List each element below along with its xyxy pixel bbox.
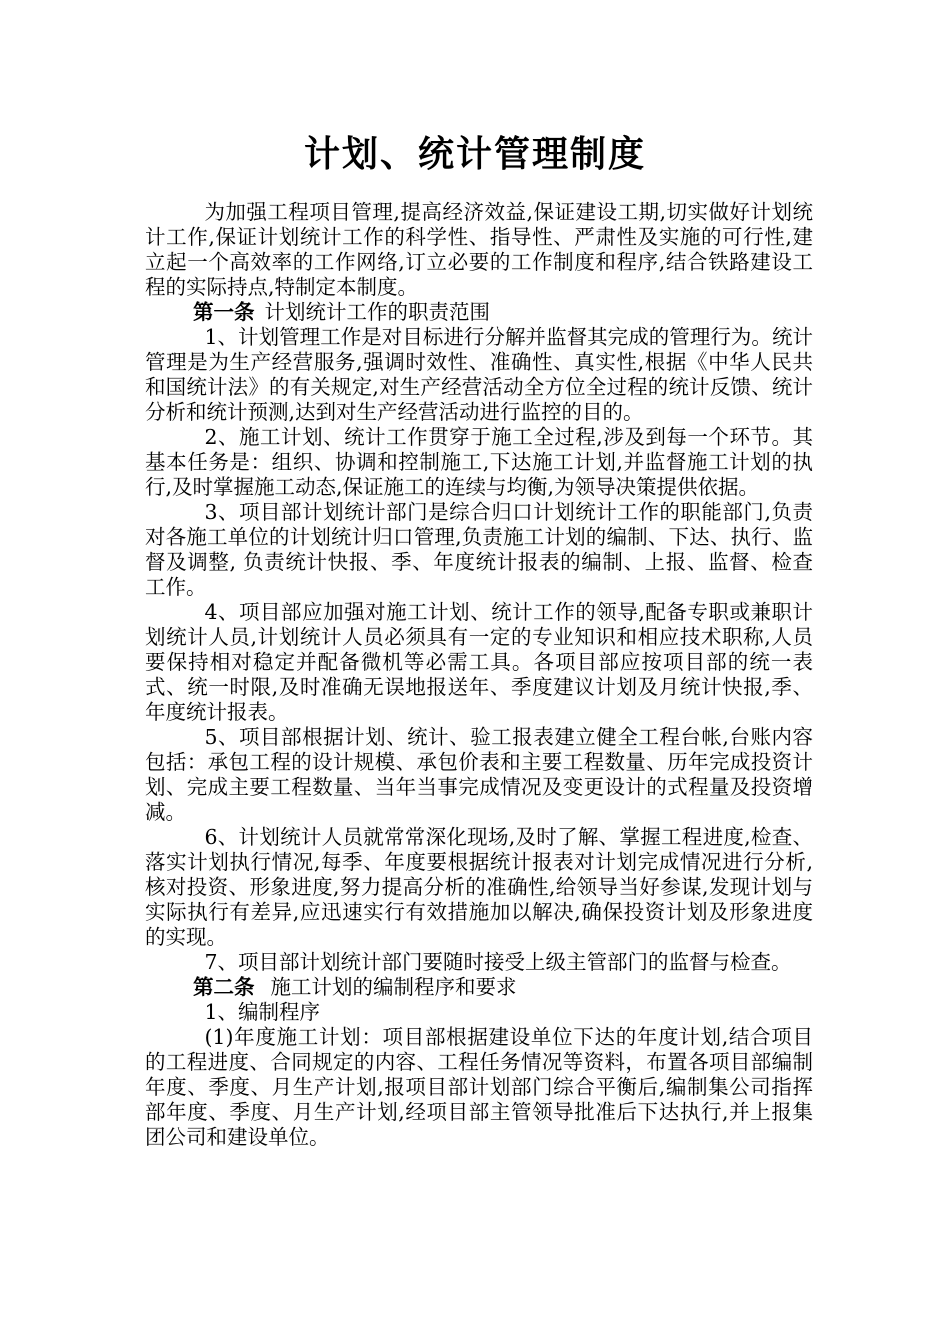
article-1-item: 3、项目部计划统计部门是综合归口计划统计工作的职能部门,负责对各施工单位的计划统计归口管理,负责施工计划的编制、下达、执行、监督及调整, 负责统计快报、季、年度统计报表的编制、上报、监督、检查工作。 <box>145 500 813 599</box>
article-2-subheading: 1、编制程序 <box>204 1000 320 1024</box>
article-2-heading <box>145 975 813 1000</box>
document-body <box>145 200 813 1150</box>
intro-paragraph: 为加强工程项目管理,提高经济效益,保证建设工期,切实做好计划统计工作,保证计划统计工作的科学性、指导性、严肃性及实施的可行性,建立起一个高效率的工作网络,订立必要的工作制度和程序,结合铁路建设工程的实际持点,特制定本制度。 <box>145 200 813 299</box>
article-1-item: 1、计划管理工作是对目标进行分解并监督其完成的管理行为。统计管理是为生产经营服务,强调时效性、准确性、真实性,根据《中华人民共和国统计法》的有关规定,对生产经营活动全方位全过程的统计反馈、统计分析和统计预测,达到对生产经营活动进行监控的目的。 <box>145 325 813 424</box>
article-2-number: 第二条 <box>193 975 255 999</box>
article-2-item: (1)年度施工计划：项目部根据建设单位下达的年度计划,结合项目的工程进度、合同规定的内容、工程任务情况等资料，布置各项目部编制年度、季度、月生产计划,报项目部计划部门综合平衡后,编制集公司指挥部年度、季度、月生产计划,经项目部主管领导批准后下达执行,并上报集团公司和建设单位。 <box>145 1025 813 1149</box>
article-1-item: 5、项目部根据计划、统计、验工报表建立健全工程台帐,台账内容包括：承包工程的设计规模、承包价表和主要工程数量、历年完成投资计划、完成主要工程数量、当年当事完成情况及变更设计的式程量及投资增减。 <box>145 725 813 824</box>
article-1-heading <box>145 300 813 325</box>
document-title: 计划、统计管理制度 <box>303 133 646 175</box>
article-1-number: 第一条 <box>193 300 255 324</box>
article-2-title: 施工计划的编制程序和要求 <box>270 975 517 999</box>
article-1-title: 计划统计工作的职责范围 <box>264 300 490 324</box>
article-1-item: 2、施工计划、统计工作贯穿于施工全过程,涉及到每一个环节。其基本任务是：组织、协调和控制施工,下达施工计划,并监督施工计划的执行,及时掌握施工动态,保证施工的连续与均衡,为领导决策提供依据。 <box>145 425 813 499</box>
article-1-item: 7、项目部计划统计部门要随时接受上级主管部门的监督与检查。 <box>204 950 792 974</box>
article-1-item: 6、计划统计人员就常常深化现场,及时了解、掌握工程进度,检查、落实计划执行情况,每季、年度要根据统计报表对计划完成情况进行分析,核对投资、形象进度,努力提高分析的准确性,给领导当好参谋,发现计划与实际执行有差异,应迅速实行有效措施加以解决,确保投资计划及形象进度的实现。 <box>145 825 813 949</box>
article-1-item: 4、项目部应加强对施工计划、统计工作的领导,配备专职或兼职计划统计人员,计划统计人员必须具有一定的专业知识和相应技术职称,人员要保持相对稳定并配备微机等必需工具。各项目部应按项目部的统一表式、统一时限,及时准确无误地报送年、季度建议计划及月统计快报,季、年度统计报表。 <box>145 600 813 724</box>
